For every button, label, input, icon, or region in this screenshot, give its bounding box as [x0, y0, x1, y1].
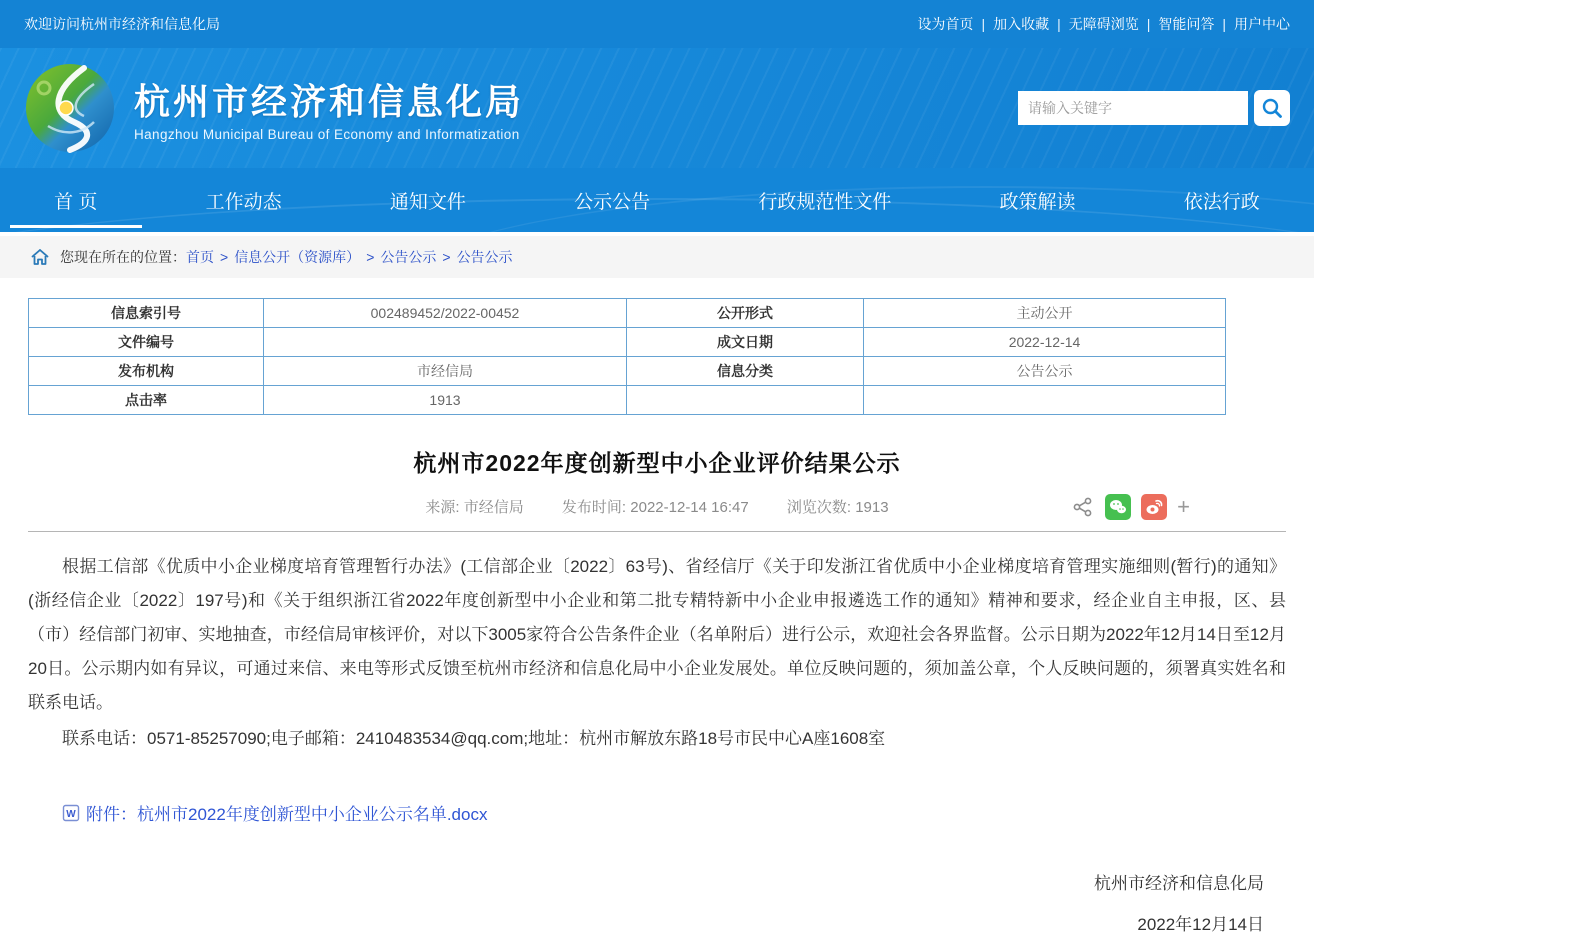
breadcrumb-prefix: 您现在所在的位置：	[60, 249, 186, 265]
info-value-index-number: 002489452/2022-00452	[264, 299, 627, 328]
table-row	[29, 299, 1226, 328]
info-value-category: 公告公示	[864, 357, 1226, 386]
publish-time-value: 2022-12-14 16:47	[630, 499, 749, 516]
search-icon	[1261, 97, 1283, 119]
info-value-disclosure-form: 主动公开	[864, 299, 1226, 328]
attachment-filename: 杭州市2022年度创新型中小企业公示名单.docx	[137, 805, 488, 824]
svg-text:W: W	[66, 808, 76, 820]
attachment-row	[62, 800, 1286, 825]
info-value-empty	[864, 386, 1226, 415]
document-info-table	[28, 298, 1226, 415]
topbar-separator: |	[981, 16, 986, 32]
nav-item-notices[interactable]: 通知文件	[389, 191, 466, 213]
more-share-icon[interactable]: +	[1177, 494, 1190, 519]
breadcrumb-separator: >	[442, 249, 451, 265]
article-meta-row	[28, 496, 1286, 532]
topbar-link-smart-qa[interactable]: 智能问答	[1158, 16, 1215, 32]
info-value-click-rate: 1913	[264, 386, 627, 415]
nav-item-administration-by-law[interactable]: 依法行政	[1183, 191, 1260, 213]
topbar-separator: |	[1057, 16, 1061, 32]
info-label-empty	[627, 386, 864, 415]
search-bar	[1018, 90, 1290, 126]
info-label-disclosure-form: 公开形式	[627, 299, 864, 328]
attachment-link[interactable]	[86, 800, 487, 825]
search-input[interactable]	[1018, 91, 1248, 125]
home-icon	[30, 247, 50, 267]
info-label-issue-date: 成文日期	[627, 328, 864, 357]
share-toolbar	[1071, 494, 1190, 520]
topbar-separator: |	[1146, 16, 1151, 32]
nav-item-policy-interpretation[interactable]: 政策解读	[999, 191, 1076, 213]
table-row	[29, 357, 1226, 386]
nav-item-announcements[interactable]: 公示公告	[574, 191, 651, 213]
breadcrumb-link-announcements-2[interactable]: 公告公示	[456, 249, 513, 265]
info-label-doc-number: 文件编号	[29, 328, 264, 357]
content-area	[0, 298, 1314, 935]
breadcrumb-link-home[interactable]: 首页	[186, 249, 214, 265]
breadcrumb	[0, 236, 1314, 278]
contact-paragraph: 联系电话：0571-85257090;电子邮箱：2410483534@qq.com;地址：杭州市解放东路18号市民中心A座1608室	[62, 729, 886, 748]
site-header	[0, 48, 1314, 168]
topbar-link-accessibility[interactable]: 无障碍浏览	[1068, 16, 1139, 32]
article-title: 杭州市2022年度创新型中小企业评价结果公示	[413, 450, 901, 476]
views-label: 浏览次数:	[786, 499, 856, 516]
weibo-share-icon[interactable]	[1141, 494, 1167, 520]
breadcrumb-separator: >	[220, 249, 229, 265]
site-title: 杭州市经济和信息化局	[134, 81, 525, 122]
main-nav	[0, 168, 1314, 236]
topbar	[0, 0, 1314, 48]
search-button[interactable]	[1254, 90, 1290, 126]
info-value-doc-number	[264, 328, 627, 357]
publish-time-label: 发布时间:	[561, 499, 631, 516]
table-row	[29, 386, 1226, 415]
breadcrumb-link-announcements[interactable]: 公告公示	[380, 249, 437, 265]
share-icon[interactable]	[1071, 495, 1095, 519]
signature-org: 杭州市经济和信息化局	[1094, 874, 1264, 893]
info-label-publisher: 发布机构	[29, 357, 264, 386]
topbar-link-set-home[interactable]: 设为首页	[917, 16, 974, 32]
topbar-links	[917, 14, 1290, 34]
nav-item-work-news[interactable]: 工作动态	[205, 191, 282, 213]
attachment-label: 附件：	[86, 805, 137, 824]
views-value: 1913	[855, 499, 889, 516]
nav-item-home[interactable]: 首 页	[44, 169, 107, 232]
topbar-separator: |	[1222, 16, 1226, 32]
site-subtitle: Hangzhou Municipal Bureau of Economy and Informatization	[134, 127, 520, 142]
site-titles	[134, 74, 524, 142]
source-value: 市经信局	[463, 499, 524, 516]
table-row	[29, 328, 1226, 357]
welcome-text: 欢迎访问杭州市经济和信息化局	[24, 16, 220, 32]
info-value-issue-date: 2022-12-14	[864, 328, 1226, 357]
breadcrumb-link-info-disclosure[interactable]: 信息公开（资源库）	[234, 249, 361, 265]
info-value-publisher: 市经信局	[264, 357, 627, 386]
site-logo-icon	[24, 62, 116, 154]
signature-date: 2022年12月14日	[1137, 915, 1264, 934]
article-paragraph: 根据工信部《优质中小企业梯度培育管理暂行办法》(工信部企业〔2022〕63号)、省经信厅《关于印发浙江省优质中小企业梯度培育管理实施细则(暂行)的通知》(浙经信企业〔2022〕197号)和《关于组织浙江省2022年度创新型中小企业和第二批专精特新中小企业申报遴选工作的通知》精神和要求，经企业自主申报，区、县（市）经信部门初审、实地抽查，市经信局审核评价，对以下3005家符合公告条件企业（名单附后）进行公示，欢迎社会各界监督。公示日期为2022年12月14日至12月20日。公示期内如有异议，可通过来信、来电等形式反馈至杭州市经济和信息化局中小企业发展处。单位反映问题的，须加盖公章，个人反映问题的，须署真实姓名和联系电话。	[28, 557, 1286, 712]
info-label-category: 信息分类	[627, 357, 864, 386]
nav-item-regulatory-docs[interactable]: 行政规范性文件	[758, 191, 892, 213]
breadcrumb-separator: >	[366, 249, 375, 265]
signature-block	[28, 869, 1286, 935]
topbar-link-favorites[interactable]: 加入收藏	[993, 16, 1050, 32]
info-label-index-number: 信息索引号	[29, 299, 264, 328]
word-document-icon	[62, 804, 80, 822]
wechat-share-icon[interactable]	[1105, 494, 1131, 520]
source-label: 来源:	[425, 499, 464, 516]
topbar-link-user-center[interactable]: 用户中心	[1234, 16, 1290, 32]
info-label-click-rate: 点击率	[29, 386, 264, 415]
